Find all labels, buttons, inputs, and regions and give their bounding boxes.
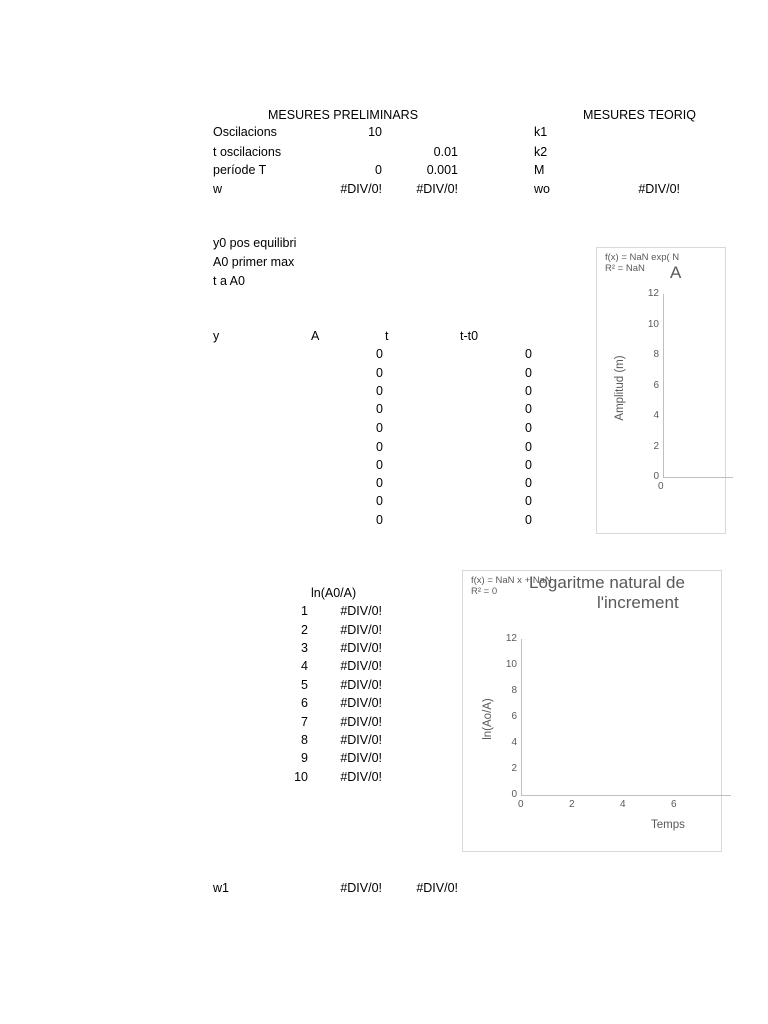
chart2-ylabel: ln(Ao/A) — [482, 698, 494, 740]
chart1-y-tick: 8 — [653, 349, 659, 360]
value-wo: #DIV/0! — [638, 182, 680, 196]
value-w1-2: #DIV/0! — [416, 881, 458, 895]
value-periode-2: 0.001 — [426, 163, 458, 177]
chart1-ylabel: Amplitud (m) — [614, 355, 626, 421]
table2-value-cell: #DIV/0! — [340, 696, 382, 710]
table2-index-cell: 1 — [301, 604, 308, 618]
table2-value-cell: #DIV/0! — [340, 641, 382, 655]
chart1-x-axis — [663, 477, 733, 478]
value-w-1: #DIV/0! — [340, 182, 382, 196]
chart1-y-tick: 0 — [653, 471, 659, 482]
chart1-equation: f(x) = NaN exp( N — [605, 252, 680, 263]
label-w: w — [213, 182, 223, 196]
chart2-y-axis — [521, 639, 522, 795]
label-a0: A0 primer max — [213, 255, 295, 269]
table1-a-cell: 0 — [376, 421, 383, 435]
chart2-y-tick: 12 — [505, 633, 517, 644]
chart2-y-tick: 6 — [511, 711, 517, 722]
value-t-oscilacions-2: 0.01 — [433, 145, 458, 159]
value-periode-1: 0 — [375, 163, 382, 177]
table1-tt0-cell: 0 — [525, 402, 532, 416]
label-k2: k2 — [534, 145, 548, 159]
label-periode: període T — [213, 163, 267, 177]
chart2-r2: R² = 0 — [471, 586, 498, 597]
label-wo: wo — [534, 182, 550, 196]
table1-a-cell: 0 — [376, 458, 383, 472]
table1-a-cell: 0 — [376, 347, 383, 361]
chart2-x-axis — [521, 795, 731, 796]
chart1-y-tick: 12 — [647, 288, 659, 299]
label-t-oscilacions: t oscilacions — [213, 145, 282, 159]
chart2-x-tick: 4 — [620, 799, 626, 810]
table1-a-cell: 0 — [376, 440, 383, 454]
chart2-equation: f(x) = NaN x + NaN — [471, 575, 552, 586]
table1-a-cell: 0 — [376, 494, 383, 508]
chart1-y-axis — [663, 294, 664, 477]
chart2-xlabel: Temps — [651, 819, 685, 831]
chart2-x-tick: 6 — [671, 799, 677, 810]
chart1-y-tick: 10 — [647, 318, 659, 330]
chart1-x-tick-0: 0 — [658, 481, 664, 492]
table1-tt0-cell: 0 — [525, 476, 532, 490]
label-k1: k1 — [534, 125, 548, 139]
table2-index-cell: 3 — [301, 641, 308, 655]
chart2-y-tick: 0 — [511, 789, 517, 800]
header-t-t0: t-t0 — [460, 329, 479, 343]
chart2-y-tick: 4 — [511, 737, 517, 748]
teoriques-title: MESURES TEORIQ — [583, 108, 696, 122]
table2-value-cell: #DIV/0! — [340, 659, 382, 673]
value-w1-1: #DIV/0! — [340, 881, 382, 895]
table2-index-cell: 4 — [301, 659, 308, 673]
chart1-title: A — [670, 263, 682, 282]
table1-a-cell: 0 — [376, 384, 383, 398]
table2-value-cell: #DIV/0! — [340, 604, 382, 618]
table2-value-cell: #DIV/0! — [340, 751, 382, 765]
value-w-2: #DIV/0! — [416, 182, 458, 196]
table2-value-cell: #DIV/0! — [340, 715, 382, 729]
label-ta0: t a A0 — [213, 274, 245, 288]
header-t: t — [385, 329, 389, 343]
header-a: A — [311, 329, 320, 343]
table2-value-cell: #DIV/0! — [340, 770, 382, 784]
table1-tt0-cell: 0 — [525, 421, 532, 435]
table1-tt0-cell: 0 — [525, 458, 532, 472]
preliminars-title: MESURES PRELIMINARS — [268, 108, 419, 122]
table2-value-cell: #DIV/0! — [340, 733, 382, 747]
table2-index-cell: 5 — [301, 678, 308, 692]
label-m: M — [534, 163, 545, 177]
table2-value-cell: #DIV/0! — [340, 678, 382, 692]
table2-index-cell: 7 — [301, 715, 308, 729]
amplitude-chart[interactable] — [596, 247, 726, 534]
label-y0: y0 pos equilibri — [213, 236, 297, 250]
chart1-y-tick: 4 — [653, 410, 659, 421]
table2-index-cell: 10 — [294, 770, 308, 784]
chart2-y-tick: 10 — [505, 659, 517, 670]
chart2-y-tick: 2 — [511, 763, 517, 774]
value-oscilacions: 10 — [368, 125, 382, 139]
table1-tt0-cell: 0 — [525, 494, 532, 508]
table1-tt0-cell: 0 — [525, 366, 532, 380]
header-y: y — [213, 329, 220, 343]
table1-tt0-cell: 0 — [525, 347, 532, 361]
table1-a-cell: 0 — [376, 476, 383, 490]
table2-index-cell: 8 — [301, 733, 308, 747]
header-ln: ln(A0/A) — [311, 586, 357, 600]
label-oscilacions: Oscilacions — [213, 125, 277, 139]
table1-a-cell: 0 — [376, 402, 383, 416]
chart1-r2: R² = NaN — [605, 263, 645, 274]
table2-value-cell: #DIV/0! — [340, 623, 382, 637]
chart2-title: Logaritme natural de — [529, 573, 685, 592]
chart1-y-tick: 2 — [653, 440, 659, 452]
table1-a-cell: 0 — [376, 366, 383, 380]
table1-a-cell: 0 — [376, 513, 383, 527]
chart2-x-tick: 2 — [569, 799, 575, 810]
table2-index-cell: 2 — [301, 623, 308, 637]
chart2-x-tick: 0 — [518, 799, 524, 810]
chart1-y-tick: 6 — [653, 379, 659, 391]
chart2-subtitle: l'increment — [597, 593, 679, 612]
log-chart[interactable] — [462, 570, 722, 852]
table2-index-cell: 9 — [301, 751, 308, 765]
table1-tt0-cell: 0 — [525, 513, 532, 527]
table1-tt0-cell: 0 — [525, 440, 532, 454]
table2-index-cell: 6 — [301, 696, 308, 710]
chart2-y-tick: 8 — [511, 685, 517, 696]
table1-tt0-cell: 0 — [525, 384, 532, 398]
label-w1: w1 — [213, 881, 229, 895]
